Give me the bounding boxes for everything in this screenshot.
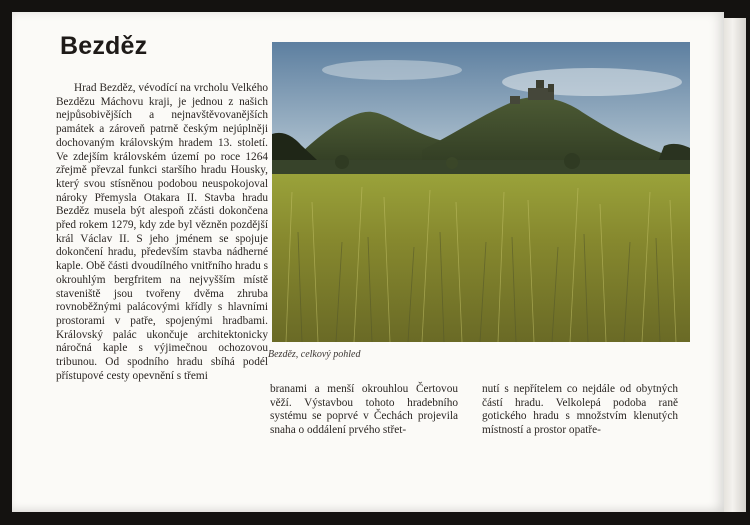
body-text-column: Hrad Bezděz, vévodící na vrcholu Velkého Bezdězu Máchovu kraji, je jednou z našich nejpůsobivějších a nejnavštěvovanějších památek a zároveň patrně českým nejúplněji dochovaným královským hradem 13. století. Ve zdejším královském území po roce 1264 zřejmě převzal funkci staršího hradu Housky, který svou stísněnou podobou neuspokojoval nároky Přemysla Otakara II. Stavba hradu Bezděz musela být alespoň zčásti dokončena před rokem 1279, kdy zde byl vězněn pozdější král Václav II. S jeho jménem se spojuje dokončení hradu, především stavba nádherné kaple. Obě části dvoudílného vnitřního hradu s okrouhlým bergfritem na nejvyšším místě staveniště jsou tvořeny dvěma zhruba rovnoběžnými palácovými křídly s hlavními prostorami v patře, spojenými hradbami. Královský palác ukončuje architektonicky náročná kaple s výjimečnou ochozovou tribunou. Od spodního hradu sbíhá podél přístupové cesty opevnění s třemi <box>56 82 268 382</box>
page-title: Bezděz <box>60 32 148 60</box>
body-text-column-2: branami a menší okrouhlou Čertovou věží. Výstavbou tohoto hradebního systému se poprvé v Čechách projevila snaha o oddálení prvého střet- <box>270 383 458 437</box>
book-page-edge <box>724 18 746 512</box>
body-text-column-3: nutí s nepřítelem co nejdále od obytných částí hradu. Velkolepá podoba raně gotického hradu s množstvím klenutých místností a prostor opatře- <box>482 383 678 437</box>
castle-photo <box>272 42 690 342</box>
photo-caption: Bezděz, celkový pohled <box>268 349 361 360</box>
